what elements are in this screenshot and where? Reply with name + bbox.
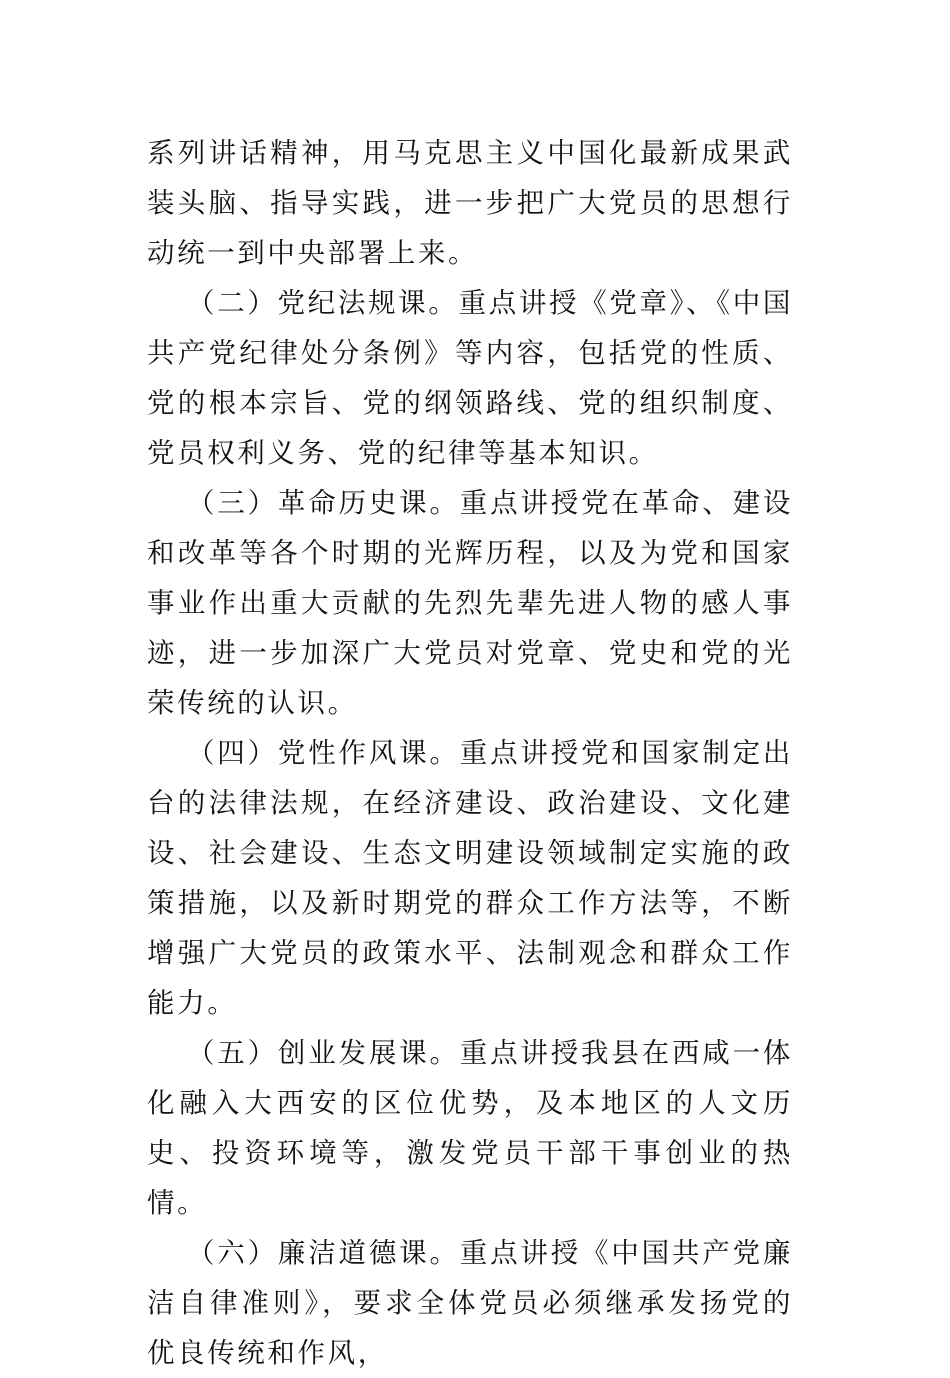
document-body <box>147 128 793 1378</box>
paragraph-integrity-ethics: （六）廉洁道德课。重点讲授《中国共产党廉洁自律准则》，要求全体党员必须继承发扬党的优良传统和作风， <box>147 1237 793 1369</box>
paragraph-party-conduct: （四）党性作风课。重点讲授党和国家制定出台的法律法规，在经济建设、政治建设、文化建设、社会建设、生态文明建设领域制定实施的政策措施，以及新时期党的群众工作方法等，不断增强广大党员的政策水平、法制观念和群众工作能力。 <box>147 737 793 1019</box>
paragraph-revolution-history: （三）革命历史课。重点讲授党在革命、建设和改革等各个时期的光辉历程，以及为党和国家事业作出重大贡献的先烈先辈先进人物的感人事迹，进一步加深广大党员对党章、党史和党的光荣传统的认识。 <box>147 487 793 719</box>
paragraph-entrepreneurship: （五）创业发展课。重点讲授我县在西咸一体化融入大西安的区位优势，及本地区的人文历史、投资环境等，激发党员干部干事创业的热情。 <box>147 1037 793 1219</box>
paragraph-continuation: 系列讲话精神，用马克思主义中国化最新成果武装头脑、指导实践，进一步把广大党员的思想行动统一到中央部署上来。 <box>147 137 793 269</box>
paragraph-party-discipline: （二）党纪法规课。重点讲授《党章》、《中国共产党纪律处分条例》等内容，包括党的性质、党的根本宗旨、党的纲领路线、党的组织制度、党员权利义务、党的纪律等基本知识。 <box>147 287 793 469</box>
